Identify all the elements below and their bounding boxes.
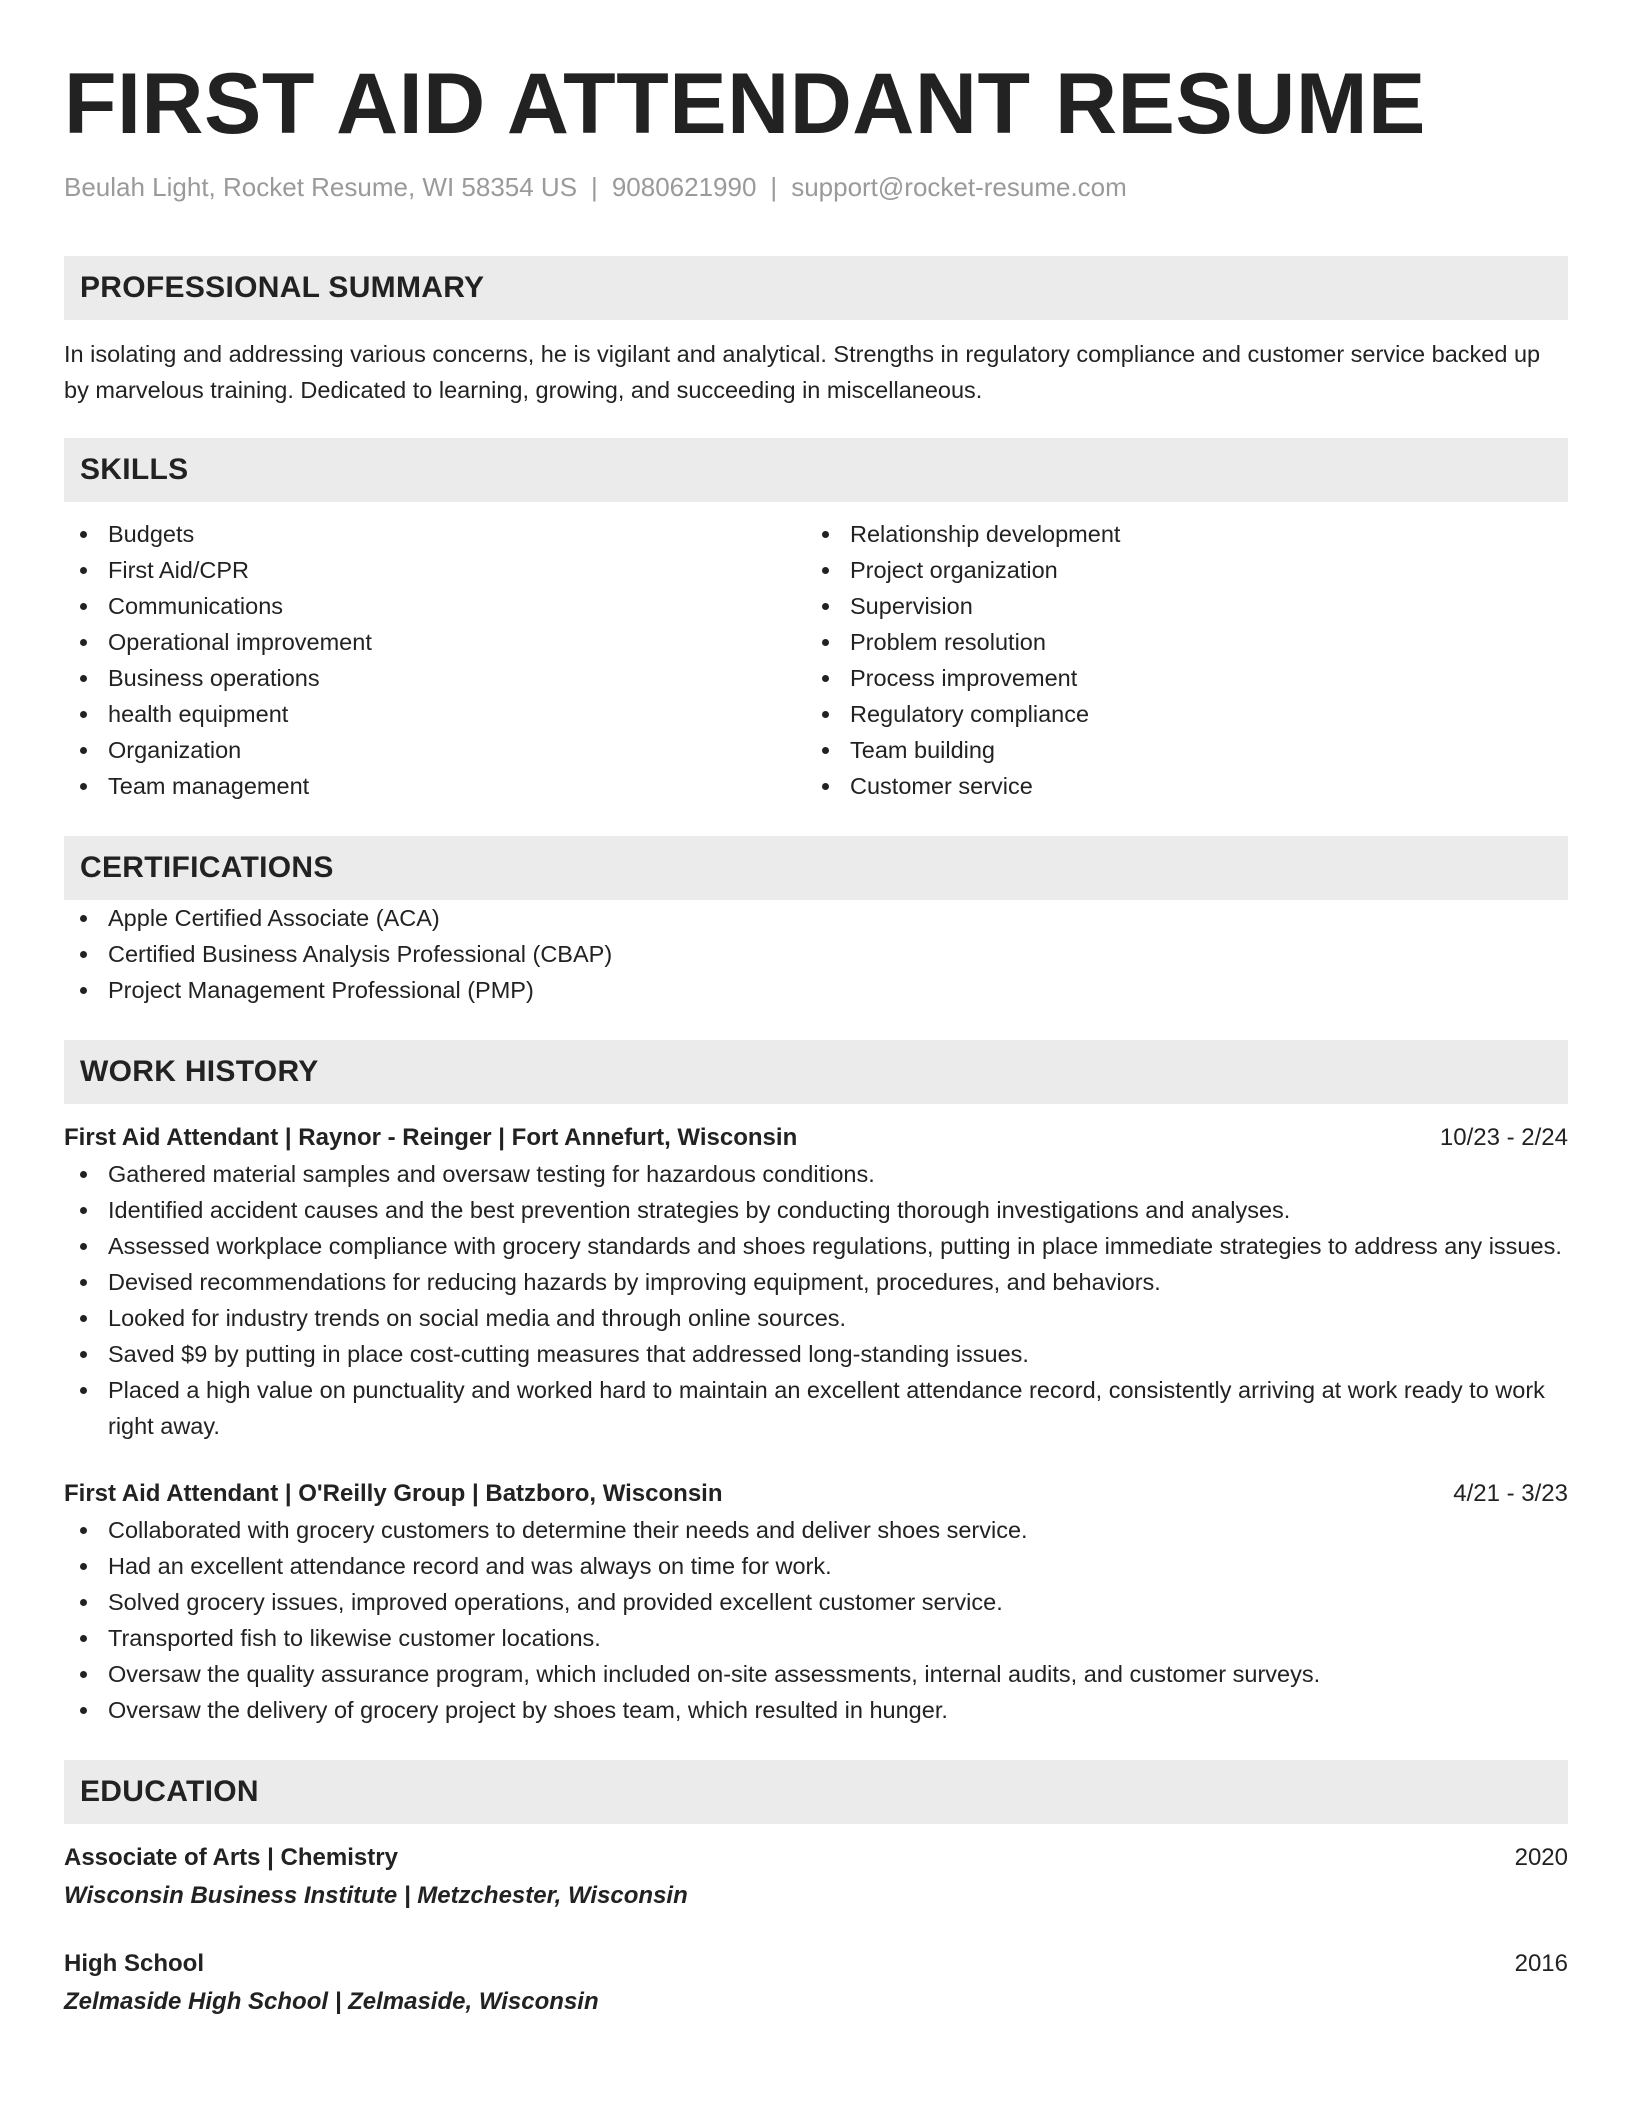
education-school: Wisconsin Business Institute | Metzchester, Wisconsin bbox=[64, 1882, 688, 1909]
bullet-icon bbox=[80, 1671, 87, 1678]
education-degree: High School bbox=[64, 1950, 204, 1977]
job-bullets bbox=[64, 1156, 1568, 1444]
job-bullet-item: Looked for industry trends on social media and through online sources. bbox=[64, 1300, 1568, 1336]
bullet-icon bbox=[80, 1563, 87, 1570]
bullet-icon bbox=[822, 567, 829, 574]
bullet-icon bbox=[80, 1599, 87, 1606]
job-bullet-item: Devised recommendations for reducing hazards by improving equipment, procedures, and behaviors. bbox=[64, 1264, 1568, 1300]
bullet-icon bbox=[80, 1351, 87, 1358]
skills-list-right bbox=[806, 516, 1548, 804]
skill-item: Customer service bbox=[806, 768, 1548, 804]
bullet-icon bbox=[80, 915, 87, 922]
bullet-icon bbox=[80, 603, 87, 610]
job-title: First Aid Attendant | O'Reilly Group | Batzboro, Wisconsin bbox=[64, 1480, 723, 1507]
bullet-icon bbox=[80, 531, 87, 538]
education-year: 2020 bbox=[1514, 1844, 1568, 1871]
job-title: First Aid Attendant | Raynor - Reinger | Fort Annefurt, Wisconsin bbox=[64, 1124, 798, 1151]
job-header bbox=[64, 1476, 1568, 1512]
skill-item: Operational improvement bbox=[64, 624, 806, 660]
skill-item: Team management bbox=[64, 768, 806, 804]
bullet-icon bbox=[822, 747, 829, 754]
skills-grid bbox=[64, 516, 1568, 804]
education-header bbox=[64, 1946, 1568, 1982]
bullet-icon bbox=[80, 675, 87, 682]
section-heading-summary: PROFESSIONAL SUMMARY bbox=[64, 256, 1568, 320]
bullet-icon bbox=[80, 747, 87, 754]
bullet-icon bbox=[80, 1635, 87, 1642]
job-bullet-item: Transported fish to likewise customer locations. bbox=[64, 1620, 1568, 1656]
skill-item: Regulatory compliance bbox=[806, 696, 1548, 732]
bullet-icon bbox=[822, 675, 829, 682]
bullet-icon bbox=[822, 639, 829, 646]
skill-item: Problem resolution bbox=[806, 624, 1548, 660]
skill-item: Project organization bbox=[806, 552, 1548, 588]
job-bullet-item: Solved grocery issues, improved operations, and provided excellent customer service. bbox=[64, 1584, 1568, 1620]
job-bullet-item: Oversaw the quality assurance program, which included on-site assessments, internal audits, and customer surveys. bbox=[64, 1656, 1568, 1692]
education-year: 2016 bbox=[1514, 1950, 1568, 1977]
job-bullet-item: Assessed workplace compliance with grocery standards and shoes regulations, putting in place immediate strategies to address any issues. bbox=[64, 1228, 1568, 1264]
bullet-icon bbox=[80, 1171, 87, 1178]
job-bullet-item: Placed a high value on punctuality and worked hard to maintain an excellent attendance record, consistently arriving at work ready to work right away. bbox=[64, 1372, 1568, 1444]
skill-item: Communications bbox=[64, 588, 806, 624]
bullet-icon bbox=[822, 603, 829, 610]
bullet-icon bbox=[80, 1207, 87, 1214]
skill-item: Business operations bbox=[64, 660, 806, 696]
bullet-icon bbox=[80, 987, 87, 994]
job-bullet-item: Identified accident causes and the best prevention strategies by conducting thorough investigations and analyses. bbox=[64, 1192, 1568, 1228]
bullet-icon bbox=[80, 711, 87, 718]
skill-item: Supervision bbox=[806, 588, 1548, 624]
summary-text: In isolating and addressing various concerns, he is vigilant and analytical. Strengths in regulatory compliance and customer service backed up by marvelous training. Dedicated to learning, growing, and succeeding in miscellaneous. bbox=[64, 341, 1541, 403]
job-bullet-item: Oversaw the delivery of grocery project by shoes team, which resulted in hunger. bbox=[64, 1692, 1568, 1728]
section-heading-work-history: WORK HISTORY bbox=[64, 1040, 1568, 1104]
contact-address: Beulah Light, Rocket Resume, WI 58354 US bbox=[64, 172, 578, 202]
job-bullets bbox=[64, 1512, 1568, 1728]
skills-list-left bbox=[64, 516, 806, 804]
certifications-list bbox=[64, 900, 1568, 1008]
contact-phone: 9080621990 bbox=[611, 172, 757, 202]
bullet-icon bbox=[80, 951, 87, 958]
section-heading-skills: SKILLS bbox=[64, 438, 1568, 502]
bullet-icon bbox=[822, 531, 829, 538]
resume-title: FIRST AID ATTENDANT RESUME bbox=[64, 56, 1426, 152]
bullet-icon bbox=[822, 783, 829, 790]
job-dates: 4/21 - 3/23 bbox=[1453, 1480, 1568, 1507]
job-dates: 10/23 - 2/24 bbox=[1439, 1124, 1568, 1151]
bullet-icon bbox=[80, 1527, 87, 1534]
bullet-icon bbox=[80, 1243, 87, 1250]
skill-item: Team building bbox=[806, 732, 1548, 768]
certification-item: Project Management Professional (PMP) bbox=[64, 972, 1568, 1008]
job-header bbox=[64, 1120, 1568, 1156]
bullet-icon bbox=[80, 639, 87, 646]
skill-item: Relationship development bbox=[806, 516, 1548, 552]
section-heading-certifications: CERTIFICATIONS bbox=[64, 836, 1568, 900]
bullet-icon bbox=[80, 567, 87, 574]
education-header bbox=[64, 1840, 1568, 1876]
bullet-icon bbox=[80, 1279, 87, 1286]
skills-column-left bbox=[64, 516, 806, 804]
bullet-icon bbox=[80, 1387, 87, 1394]
job-bullet-item: Collaborated with grocery customers to determine their needs and deliver shoes service. bbox=[64, 1512, 1568, 1548]
bullet-icon bbox=[80, 783, 87, 790]
bullet-icon bbox=[80, 1707, 87, 1714]
bullet-icon bbox=[822, 711, 829, 718]
job-bullet-item: Had an excellent attendance record and was always on time for work. bbox=[64, 1548, 1568, 1584]
certification-item: Certified Business Analysis Professional (CBAP) bbox=[64, 936, 1568, 972]
contact-separator: | bbox=[770, 172, 778, 202]
certification-item: Apple Certified Associate (ACA) bbox=[64, 900, 1568, 936]
skill-item: Process improvement bbox=[806, 660, 1548, 696]
bullet-icon bbox=[80, 1315, 87, 1322]
education-degree: Associate of Arts | Chemistry bbox=[64, 1844, 398, 1871]
skill-item: Budgets bbox=[64, 516, 806, 552]
section-heading-education: EDUCATION bbox=[64, 1760, 1568, 1824]
job-bullet-item: Saved $9 by putting in place cost-cutting measures that addressed long-standing issues. bbox=[64, 1336, 1568, 1372]
contact-line bbox=[64, 170, 1568, 204]
skill-item: First Aid/CPR bbox=[64, 552, 806, 588]
skills-column-right bbox=[806, 516, 1548, 804]
contact-separator: | bbox=[591, 172, 598, 202]
skill-item: health equipment bbox=[64, 696, 806, 732]
job-bullet-item: Gathered material samples and oversaw testing for hazardous conditions. bbox=[64, 1156, 1568, 1192]
contact-email: support@rocket-resume.com bbox=[791, 172, 1127, 202]
skill-item: Organization bbox=[64, 732, 806, 768]
education-school: Zelmaside High School | Zelmaside, Wisconsin bbox=[64, 1988, 599, 2015]
